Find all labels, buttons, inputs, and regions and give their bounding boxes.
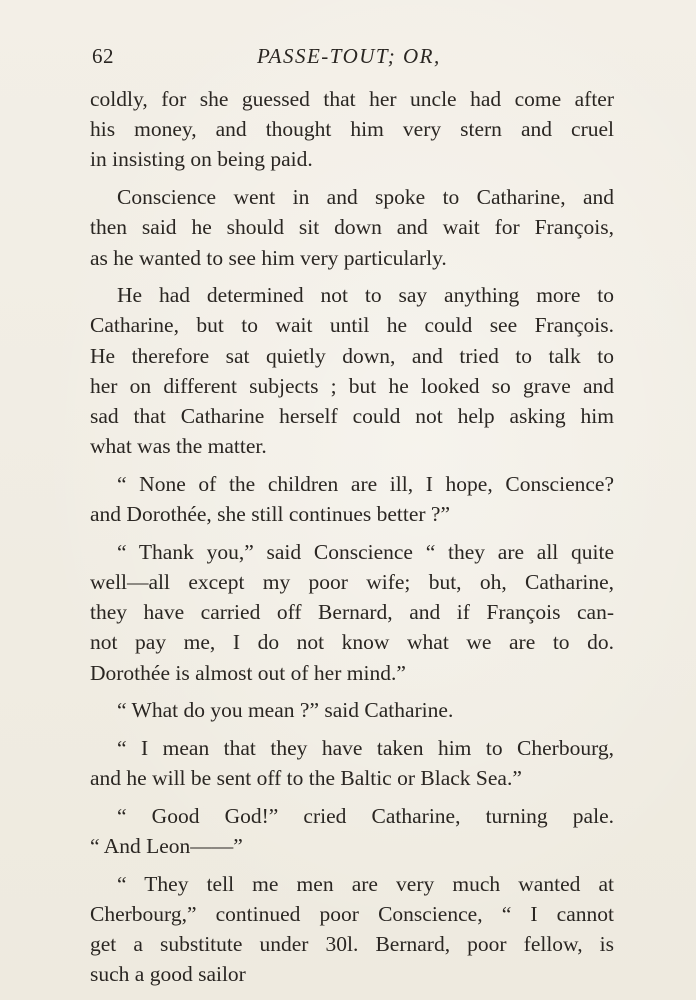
text-line: Catharine, but to wait until he could see François. xyxy=(90,313,614,338)
text-line: He therefore sat quietly down, and tried to talk to xyxy=(90,343,614,368)
text-line: not pay me, I do not know what we are to do. xyxy=(90,630,614,655)
text-line: and he will be sent off to the Baltic or Black Sea.” xyxy=(90,766,522,791)
text-line: well—all except my poor wife; but, oh, Catharine, xyxy=(90,570,614,595)
text-line: “ I mean that they have taken him to Cherbourg, xyxy=(117,736,614,761)
text-line: his money, and thought him very stern and cruel xyxy=(90,117,614,142)
page-header xyxy=(92,44,614,74)
paragraph xyxy=(90,537,614,688)
text-line: get a substitute under 30l. Bernard, poor fellow, is xyxy=(90,932,614,957)
text-line: “ And Leon——” xyxy=(90,834,243,859)
text-line: and Dorothée, she still continues better ?” xyxy=(90,502,451,527)
text-line: “ None of the children are ill, I hope, Conscience? xyxy=(117,471,614,496)
paragraph xyxy=(90,182,614,273)
text-line: “ Thank you,” said Conscience “ they are all quite xyxy=(117,539,614,564)
paragraph xyxy=(90,733,614,793)
body-text xyxy=(90,84,614,997)
paragraph xyxy=(90,869,614,990)
text-line: “ What do you mean ?” said Catharine. xyxy=(117,698,454,723)
text-line: then said he should sit down and wait for François, xyxy=(90,215,614,240)
text-line: Conscience went in and spoke to Catharine, and xyxy=(117,185,614,210)
text-line: He had determined not to say anything more to xyxy=(117,283,614,308)
text-line: in insisting on being paid. xyxy=(90,147,313,172)
text-line: Dorothée is almost out of her mind.” xyxy=(90,660,406,685)
text-line: they have carried off Bernard, and if François can- xyxy=(90,600,614,625)
paragraph xyxy=(90,84,614,175)
text-line: sad that Catharine herself could not help asking him xyxy=(90,404,614,429)
paragraph xyxy=(90,695,614,725)
text-line: “ Good God!” cried Catharine, turning pale. xyxy=(117,803,614,828)
paragraph xyxy=(90,280,614,461)
text-line: coldly, for she guessed that her uncle had come after xyxy=(90,87,614,111)
text-line: as he wanted to see him very particularly. xyxy=(90,245,447,270)
text-line: her on different subjects ; but he looked so grave and xyxy=(90,373,614,398)
paragraph xyxy=(90,469,614,529)
text-line: Cherbourg,” continued poor Conscience, “ I cannot xyxy=(90,902,614,927)
text-line: what was the matter. xyxy=(90,434,267,459)
page-number: 62 xyxy=(92,44,114,68)
paragraph xyxy=(90,801,614,861)
text-line: such a good sailor xyxy=(90,962,246,987)
text-line: “ They tell me men are very much wanted at xyxy=(117,871,614,896)
running-head: PASSE-TOUT; OR, xyxy=(257,44,441,68)
